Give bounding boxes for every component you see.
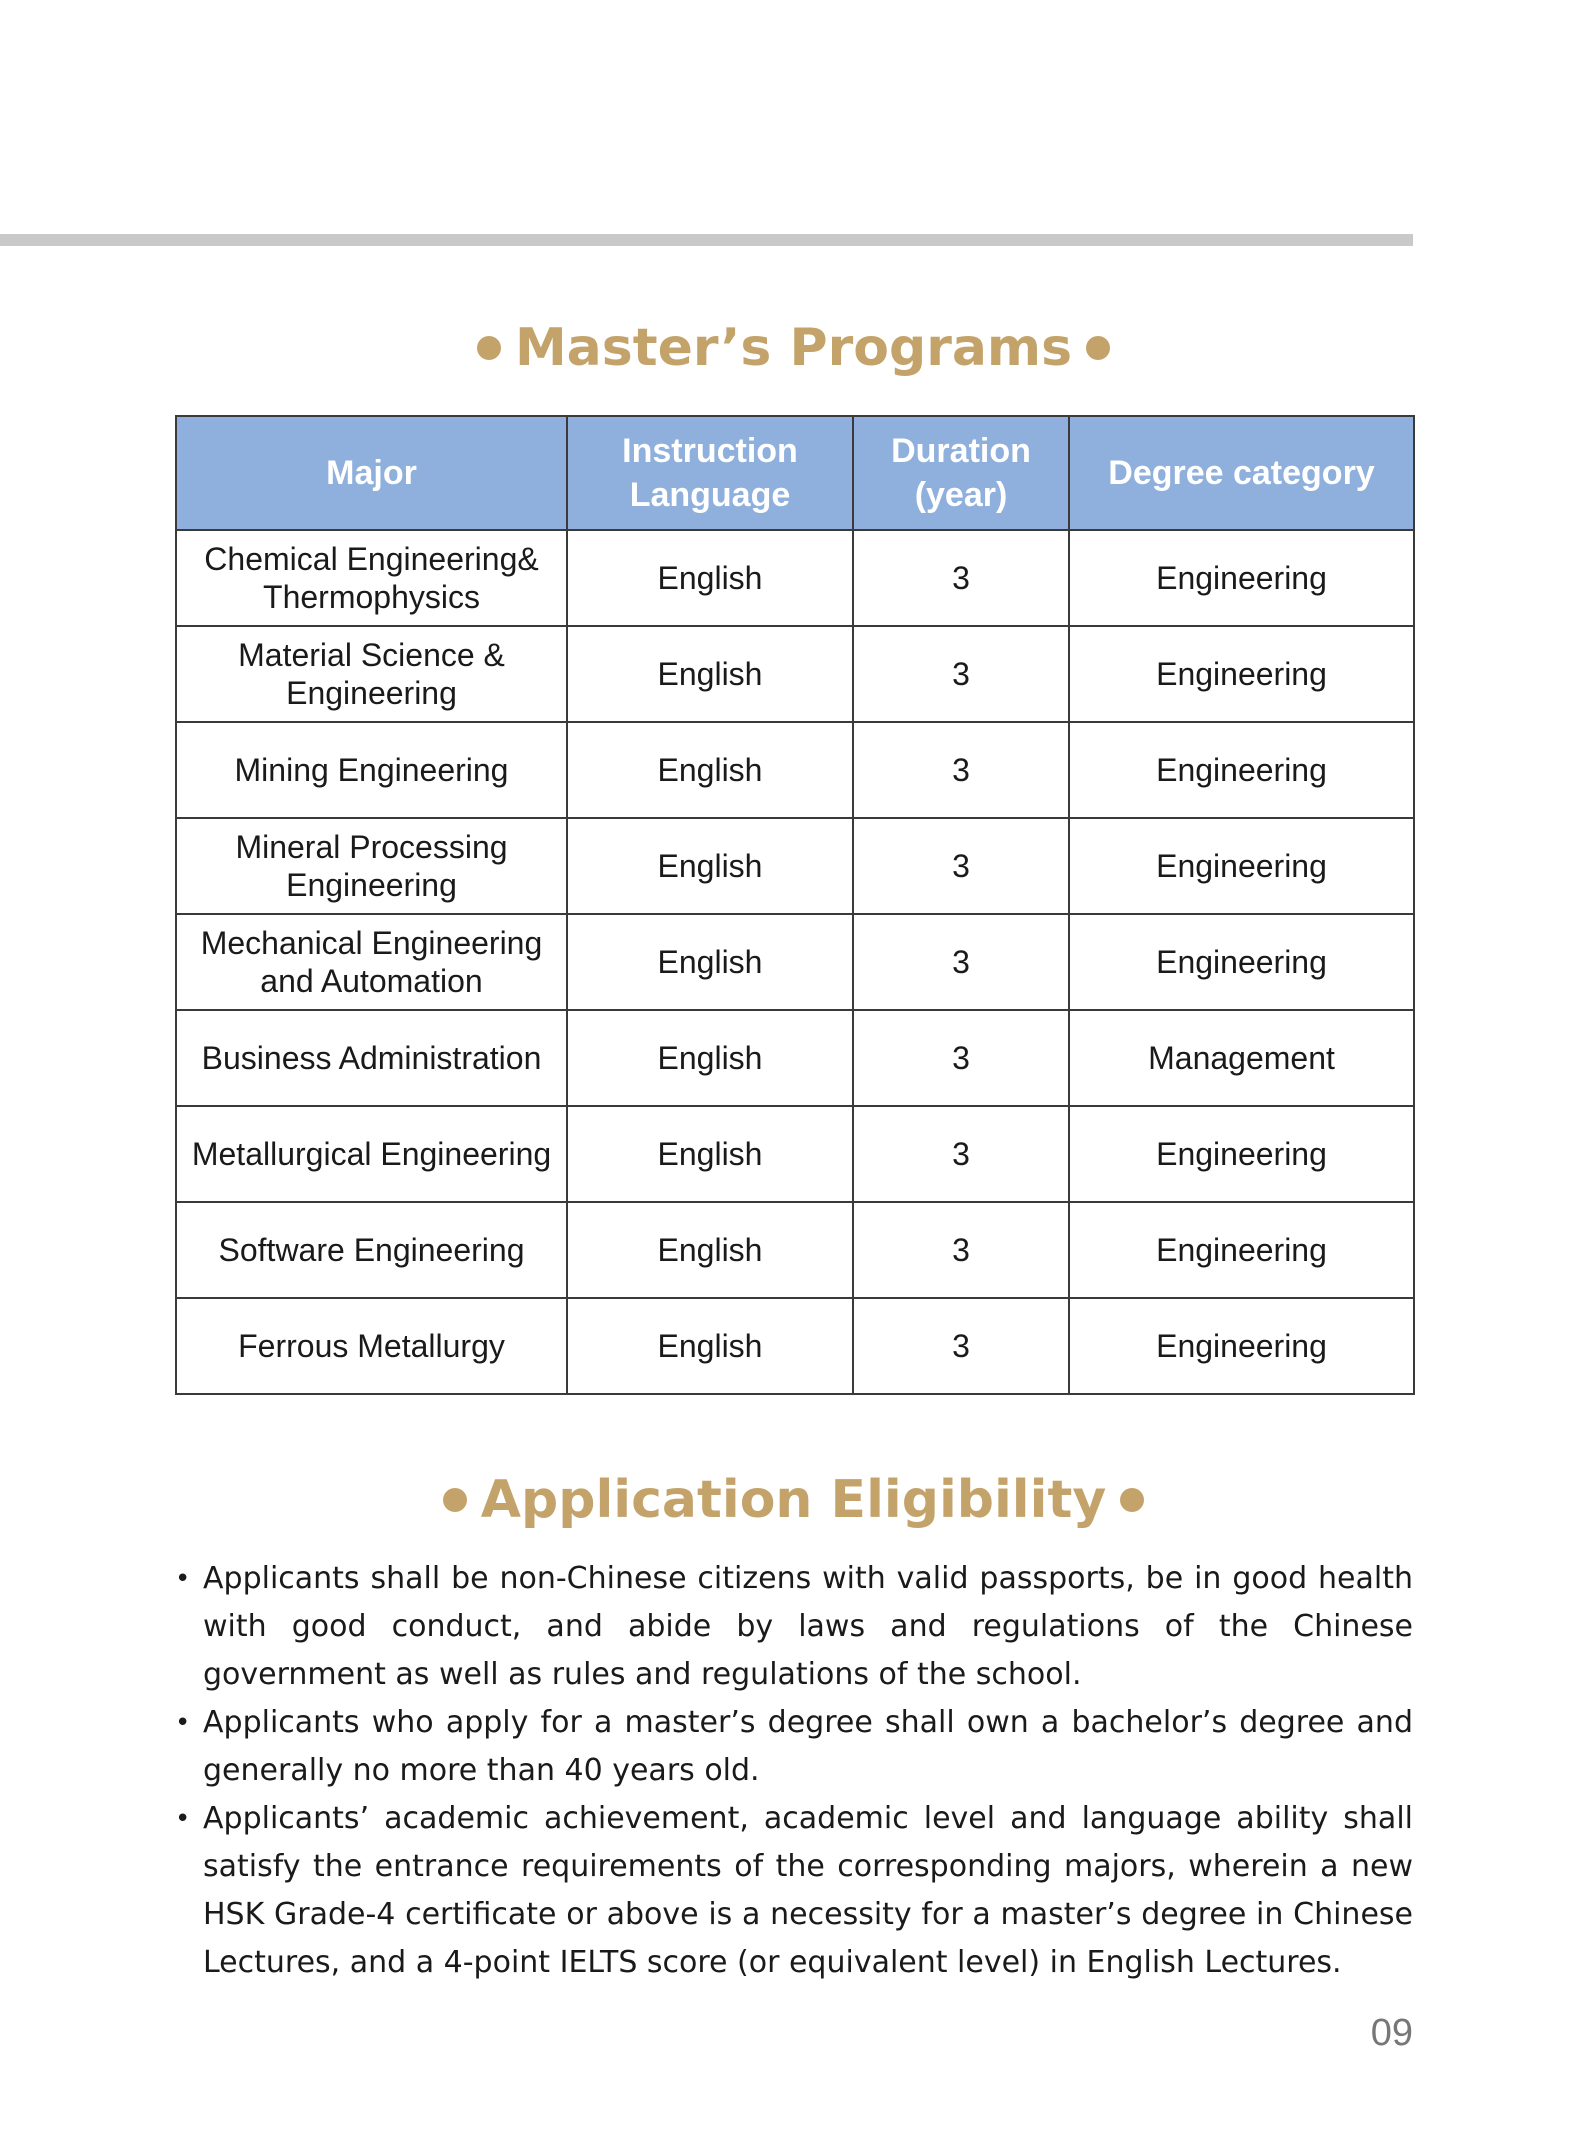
table-header-row — [176, 416, 1414, 530]
cell-major: Mining Engineering — [176, 722, 567, 818]
list-item-text: Applicants’ academic achievement, academic level and language ability shall satisfy the entrance requirements of the corresponding majors, wherein a new HSK Grade-4 certificate or above is a necessity for a master’s degree in Chinese Lectures, and a 4-point IELTS score (or equivalent level) in English Lectures. — [203, 1801, 1413, 1980]
cell-degree: Engineering — [1069, 1106, 1414, 1202]
cell-major: Material Science & Engineering — [176, 626, 567, 722]
cell-duration: 3 — [853, 818, 1069, 914]
table-row — [176, 1106, 1414, 1202]
application-eligibility-title: Application Eligibility — [480, 1470, 1107, 1530]
cell-language: English — [567, 1106, 853, 1202]
cell-degree: Engineering — [1069, 1298, 1414, 1394]
table-row — [176, 722, 1414, 818]
cell-degree: Engineering — [1069, 818, 1414, 914]
table-row — [176, 818, 1414, 914]
cell-language: English — [567, 1202, 853, 1298]
masters-programs-heading — [0, 313, 1587, 383]
cell-language: English — [567, 722, 853, 818]
list-item — [175, 1699, 1413, 1795]
cell-major: Business Administration — [176, 1010, 567, 1106]
header-instruction-language: Instruction Language — [567, 416, 853, 530]
cell-major: Mechanical Engineering and Automation — [176, 914, 567, 1010]
bullet-dot-icon — [1086, 336, 1110, 360]
cell-language: English — [567, 530, 853, 626]
cell-duration: 3 — [853, 1106, 1069, 1202]
table-row — [176, 914, 1414, 1010]
bullet-icon: • — [175, 1804, 191, 1834]
bullet-icon: • — [175, 1564, 191, 1594]
cell-language: English — [567, 1010, 853, 1106]
cell-degree: Engineering — [1069, 626, 1414, 722]
cell-duration: 3 — [853, 914, 1069, 1010]
cell-duration: 3 — [853, 1202, 1069, 1298]
table-row — [176, 1010, 1414, 1106]
list-item — [175, 1795, 1413, 1987]
cell-major: Chemical Engineering& Thermophysics — [176, 530, 567, 626]
table-row — [176, 530, 1414, 626]
cell-degree: Engineering — [1069, 530, 1414, 626]
bullet-dot-icon — [477, 336, 501, 360]
cell-major: Metallurgical Engineering — [176, 1106, 567, 1202]
top-divider — [0, 234, 1413, 246]
header-degree-category: Degree category — [1069, 416, 1414, 530]
cell-degree: Management — [1069, 1010, 1414, 1106]
bullet-icon: • — [175, 1708, 191, 1738]
list-item-text: Applicants who apply for a master’s degree shall own a bachelor’s degree and generally no more than 40 years old. — [203, 1705, 1413, 1788]
cell-major: Ferrous Metallurgy — [176, 1298, 567, 1394]
header-major: Major — [176, 416, 567, 530]
cell-degree: Engineering — [1069, 722, 1414, 818]
page-number: 09 — [1370, 2012, 1413, 2054]
cell-language: English — [567, 818, 853, 914]
cell-language: English — [567, 1298, 853, 1394]
eligibility-list — [175, 1555, 1413, 1987]
cell-duration: 3 — [853, 722, 1069, 818]
cell-language: English — [567, 626, 853, 722]
bullet-dot-icon — [1120, 1488, 1144, 1512]
table-row — [176, 1202, 1414, 1298]
cell-duration: 3 — [853, 1298, 1069, 1394]
cell-language: English — [567, 914, 853, 1010]
cell-degree: Engineering — [1069, 1202, 1414, 1298]
bullet-dot-icon — [443, 1488, 467, 1512]
cell-major: Mineral Processing Engineering — [176, 818, 567, 914]
table-row — [176, 626, 1414, 722]
cell-duration: 3 — [853, 626, 1069, 722]
cell-duration: 3 — [853, 1010, 1069, 1106]
application-eligibility-heading — [0, 1465, 1587, 1535]
header-duration: Duration (year) — [853, 416, 1069, 530]
programs-table — [175, 415, 1415, 1395]
cell-degree: Engineering — [1069, 914, 1414, 1010]
masters-programs-title: Master’s Programs — [514, 318, 1073, 378]
cell-major: Software Engineering — [176, 1202, 567, 1298]
cell-duration: 3 — [853, 530, 1069, 626]
table-row — [176, 1298, 1414, 1394]
list-item-text: Applicants shall be non-Chinese citizens with valid passports, be in good health with good conduct, and abide by laws and regulations of the Chinese government as well as rules and regulations of the school. — [203, 1561, 1413, 1692]
list-item — [175, 1555, 1413, 1699]
